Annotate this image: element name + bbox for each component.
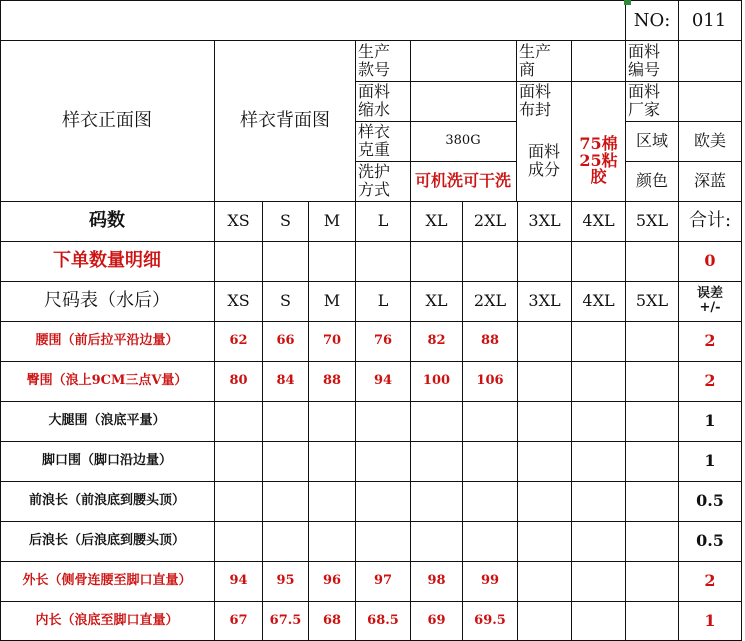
measurement-value: 84 (276, 372, 295, 388)
measurement-value (263, 481, 308, 521)
measurement-value: 82 (427, 332, 446, 348)
front-view-label: 样衣正面图 (62, 109, 152, 131)
grid-line (0, 241, 742, 242)
style-no-value (411, 41, 515, 81)
measurement-tolerance: 0.5 (696, 530, 724, 550)
measurement-value (356, 481, 410, 521)
measurement-value: 97 (373, 572, 393, 588)
measurement-value: 94 (229, 572, 248, 588)
measurement-value (572, 361, 625, 401)
size-header-xs: XS (227, 210, 250, 230)
chart-header-s: S (280, 290, 291, 310)
measurement-value: 67 (229, 612, 248, 628)
measurement-label: 前浪长（前浪底到腰头顶） (28, 492, 185, 508)
measurement-value (518, 521, 571, 561)
measurement-value: 69.5 (474, 612, 506, 628)
measurement-tolerance: 1 (704, 610, 716, 630)
measurement-value (411, 441, 462, 481)
size-header-5xl: 5XL (635, 210, 669, 230)
grid-line (410, 201, 411, 641)
measurement-value (626, 361, 678, 401)
measurement-value: 100 (422, 372, 451, 388)
manufacturer-label: 生产 商 (519, 41, 552, 79)
measurement-value (309, 441, 355, 481)
grid-line (410, 40, 411, 202)
measurement-value: 69 (427, 612, 446, 628)
grid-line (214, 40, 215, 641)
region-value: 欧美 (693, 130, 726, 150)
measurement-value (356, 521, 410, 561)
measurement-value (215, 481, 262, 521)
measurement-value (463, 521, 517, 561)
measurement-value (626, 441, 678, 481)
order-row-label: 下单数量明细 (53, 249, 161, 271)
chart-header-3xl: 3XL (528, 290, 561, 310)
measurement-value: 98 (427, 572, 446, 588)
grid-line (625, 161, 742, 162)
grid-line (355, 161, 517, 162)
order-total: 0 (704, 250, 716, 270)
measurement-value (518, 561, 571, 601)
measurement-label: 脚口围（脚口沿边量） (41, 452, 172, 468)
grid-line (355, 121, 517, 122)
measurement-value (626, 321, 678, 361)
grid-line (0, 361, 742, 362)
grid-line (355, 40, 356, 641)
grid-line (517, 201, 518, 641)
measurement-value: 95 (276, 572, 295, 588)
measurement-value: 68 (322, 612, 342, 628)
measurement-value (411, 521, 462, 561)
fabric-seal-value (572, 81, 625, 121)
measurement-value (263, 401, 308, 441)
grid-line (0, 601, 742, 602)
measurement-value (572, 601, 625, 641)
grid-line (0, 481, 742, 482)
measurement-label: 大腿围（浪底平量） (48, 412, 166, 428)
measurement-value (572, 401, 625, 441)
measurement-tolerance: 2 (704, 370, 716, 390)
region-label: 区域 (635, 130, 668, 150)
chart-header-m: M (323, 290, 341, 310)
measurement-value (572, 561, 625, 601)
measurement-value (411, 401, 462, 441)
measurement-value (626, 401, 678, 441)
measurement-value (263, 441, 308, 481)
measurement-value: 62 (229, 332, 248, 348)
measurement-value (215, 441, 262, 481)
composition-value: 75棉 25粘 胶 (579, 133, 618, 187)
measurement-value (309, 401, 355, 441)
grid-line (0, 441, 742, 442)
measurement-value (463, 401, 517, 441)
measurement-value (626, 561, 678, 601)
grid-line (0, 521, 742, 522)
measurement-label: 内长（浪底至脚口直量） (35, 612, 179, 628)
measurement-value (356, 401, 410, 441)
measurement-value: 68.5 (367, 612, 399, 628)
measurement-value (626, 521, 678, 561)
back-view-label: 样衣背面图 (240, 109, 330, 131)
chart-header-4xl: 4XL (582, 290, 615, 310)
fabric-shrink-label: 面料 缩水 (358, 81, 391, 119)
measurement-value (463, 441, 517, 481)
fabric-no-value (679, 41, 741, 81)
measurement-value: 94 (373, 372, 393, 388)
measurement-tolerance: 1 (704, 410, 716, 430)
measurement-value (518, 401, 571, 441)
size-header-l: L (377, 210, 389, 230)
chart-header-label: 尺码表（水后） (44, 289, 170, 311)
manufacturer-value (572, 41, 625, 81)
grid-line (0, 401, 742, 402)
measurement-value (626, 481, 678, 521)
measurement-value: 76 (373, 332, 393, 348)
measurement-value: 80 (229, 372, 248, 388)
measurement-value (411, 481, 462, 521)
measurement-value (572, 481, 625, 521)
grid-line (262, 201, 263, 641)
measurement-label: 臀围（浪上9CM三点V量） (26, 372, 188, 388)
no-value: 011 (691, 9, 727, 31)
care-label: 洗护 方式 (358, 161, 391, 199)
measurement-value: 70 (322, 332, 342, 348)
grid-line (308, 201, 309, 641)
measurement-value (518, 361, 571, 401)
chart-header-l: L (377, 290, 389, 310)
measurement-label: 外长（侧骨连腰至脚口直量） (22, 572, 192, 588)
size-header-3xl: 3XL (528, 210, 561, 230)
grid-line (678, 40, 679, 641)
care-value: 可机洗可干洗 (414, 170, 511, 190)
measurement-value (572, 521, 625, 561)
measurement-value (463, 481, 517, 521)
color-label: 颜色 (635, 170, 668, 190)
grid-line (0, 281, 742, 282)
measurement-value (356, 441, 410, 481)
measurement-label: 腰围（前后拉平沿边量） (35, 332, 179, 348)
grid-line (571, 40, 572, 202)
measurement-value (518, 481, 571, 521)
measurement-tolerance: 0.5 (696, 490, 724, 510)
total-label: 合计: (688, 209, 732, 231)
grid-line (625, 121, 742, 122)
grid-line (462, 201, 463, 641)
size-header-xl: XL (425, 210, 448, 230)
grid-line (0, 40, 742, 41)
size-header-2xl: 2XL (473, 210, 507, 230)
measurement-value (518, 601, 571, 641)
measurement-value (572, 441, 625, 481)
measurement-value (215, 401, 262, 441)
measurement-value (572, 321, 625, 361)
grid-line (571, 81, 626, 82)
measurement-value: 66 (276, 332, 295, 348)
chart-header-5xl: 5XL (635, 290, 669, 310)
measurement-value: 106 (476, 372, 504, 388)
grid-line (625, 0, 626, 41)
grid-line (625, 40, 626, 641)
style-no-label: 生产 款号 (358, 41, 391, 79)
measurement-value: 88 (480, 332, 500, 348)
measurement-value (263, 521, 308, 561)
fabric-shrink-value (411, 81, 515, 121)
grid-line (516, 40, 517, 202)
size-header-4xl: 4XL (582, 210, 615, 230)
grid-line (571, 201, 572, 641)
weight-label: 样衣 克重 (358, 121, 391, 159)
weight-value: 380G (445, 132, 481, 148)
measurement-label: 后浪长（后浪底到腰头顶） (28, 532, 185, 548)
color-value: 深蓝 (693, 170, 726, 190)
composition-label: 面料 成分 (527, 141, 560, 179)
measurement-value (215, 521, 262, 561)
grid-line (0, 561, 742, 562)
fabric-seal-label: 面料 布封 (519, 81, 552, 119)
fabric-maker-value (679, 81, 741, 121)
corner-marker (624, 0, 631, 5)
grid-line (0, 201, 742, 202)
fabric-no-label: 面料 编号 (628, 41, 661, 79)
measurement-value (626, 601, 678, 641)
tolerance-label: 误差 +/- (696, 285, 723, 315)
measurement-tolerance: 2 (704, 570, 716, 590)
measurement-tolerance: 1 (704, 450, 716, 470)
chart-header-2xl: 2XL (473, 290, 507, 310)
size-header-s: S (280, 210, 291, 230)
measurement-value: 67.5 (269, 612, 302, 628)
grid-line (355, 81, 742, 82)
measurement-value (309, 481, 355, 521)
size-header-m: M (323, 210, 341, 230)
fabric-maker-label: 面料 厂家 (628, 81, 661, 119)
no-label: NO: (633, 9, 671, 31)
measurement-value: 99 (480, 572, 500, 588)
grid-line (678, 0, 679, 41)
measurement-value (309, 521, 355, 561)
measurement-value (518, 441, 571, 481)
measurement-value: 96 (322, 572, 342, 588)
size-header-label: 码数 (89, 209, 125, 231)
measurement-tolerance: 2 (704, 330, 716, 350)
grid-line (0, 321, 742, 322)
measurement-value: 88 (322, 372, 342, 388)
measurement-value (518, 321, 571, 361)
chart-header-xl: XL (425, 290, 448, 310)
chart-header-xs: XS (227, 290, 250, 310)
